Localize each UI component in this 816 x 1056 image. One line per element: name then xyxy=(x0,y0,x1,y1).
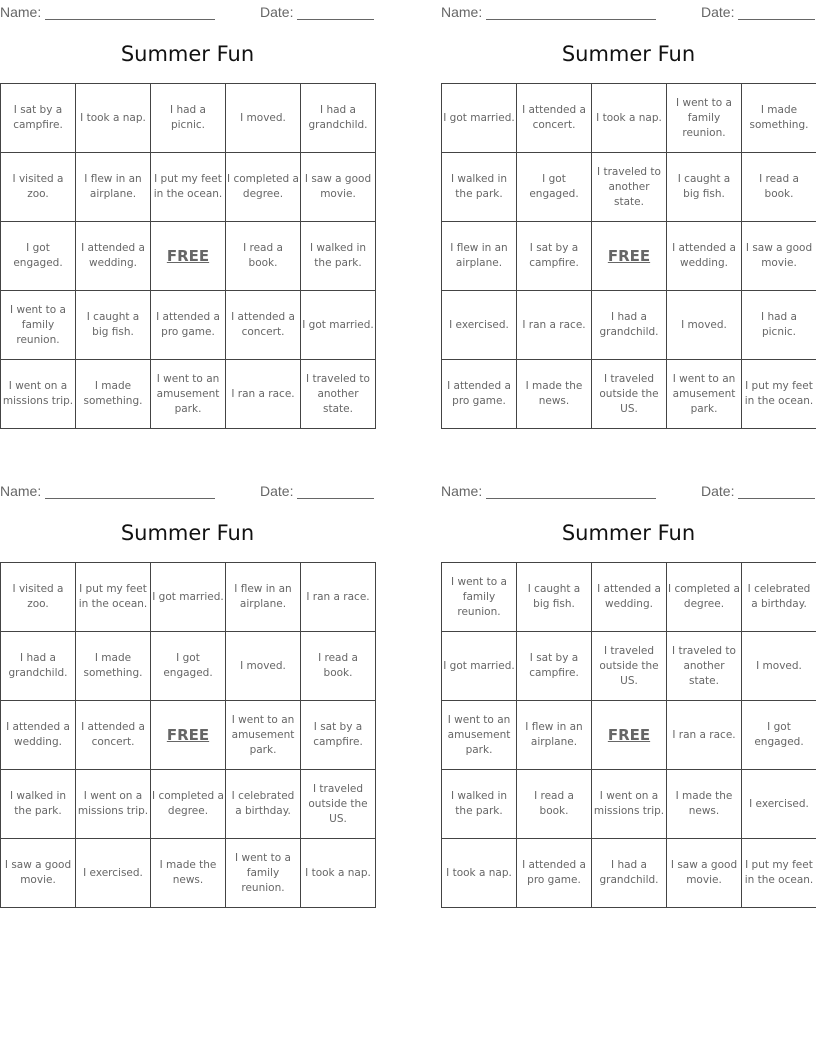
date-label: Date: xyxy=(260,483,294,499)
bingo-cell: I walked in the park. xyxy=(442,153,517,222)
bingo-cell: I caught a big fish. xyxy=(667,153,742,222)
bingo-cell: I read a book. xyxy=(517,770,592,839)
bingo-cell: I went to a family reunion. xyxy=(442,563,517,632)
bingo-cell: I flew in an airplane. xyxy=(226,563,301,632)
bingo-cell: I attended a pro game. xyxy=(517,839,592,908)
bingo-row xyxy=(442,84,816,153)
bingo-cell: I attended a pro game. xyxy=(442,360,517,429)
bingo-cell: I went to a family reunion. xyxy=(667,84,742,153)
bingo-row xyxy=(1,770,376,839)
bingo-cell: I exercised. xyxy=(742,770,816,839)
bingo-cell: I got married. xyxy=(442,632,517,701)
name-label: Name: xyxy=(441,4,483,20)
free-space: FREE xyxy=(151,222,226,291)
bingo-cell: I moved. xyxy=(667,291,742,360)
bingo-cell: I took a nap. xyxy=(442,839,517,908)
bingo-cell: I flew in an airplane. xyxy=(442,222,517,291)
bingo-cell: I put my feet in the ocean. xyxy=(742,839,816,908)
bingo-row xyxy=(1,563,376,632)
bingo-cell: I visited a zoo. xyxy=(1,153,76,222)
bingo-cell: I went to an amusement park. xyxy=(442,701,517,770)
bingo-cell: I flew in an airplane. xyxy=(76,153,151,222)
bingo-cell: I caught a big fish. xyxy=(517,563,592,632)
bingo-cell: I walked in the park. xyxy=(1,770,76,839)
bingo-cell: I visited a zoo. xyxy=(1,563,76,632)
bingo-cell: I made something. xyxy=(76,632,151,701)
date-field xyxy=(260,481,374,499)
date-field xyxy=(701,2,815,20)
bingo-cell: I took a nap. xyxy=(76,84,151,153)
name-blank-line xyxy=(486,484,656,499)
free-space: FREE xyxy=(592,701,667,770)
name-field xyxy=(441,481,656,499)
bingo-cell: I got engaged. xyxy=(517,153,592,222)
bingo-cell: I moved. xyxy=(226,632,301,701)
bingo-row xyxy=(442,701,816,770)
bingo-card-4 xyxy=(441,479,816,919)
bingo-cell: I traveled outside the US. xyxy=(301,770,376,839)
bingo-cell: I put my feet in the ocean. xyxy=(76,563,151,632)
bingo-cell: I went on a missions trip. xyxy=(1,360,76,429)
name-label: Name: xyxy=(441,483,483,499)
bingo-grid xyxy=(441,562,816,908)
bingo-cell: I made the news. xyxy=(517,360,592,429)
date-field xyxy=(260,2,374,20)
bingo-cell: I went to an amusement park. xyxy=(226,701,301,770)
name-blank-line xyxy=(45,5,215,20)
bingo-cell: I traveled outside the US. xyxy=(592,632,667,701)
bingo-row xyxy=(1,153,376,222)
bingo-row xyxy=(442,360,816,429)
bingo-cell: I sat by a campfire. xyxy=(301,701,376,770)
bingo-cell: I had a picnic. xyxy=(742,291,816,360)
bingo-cell: I completed a degree. xyxy=(151,770,226,839)
bingo-row xyxy=(1,839,376,908)
bingo-cell: I had a picnic. xyxy=(151,84,226,153)
bingo-cell: I saw a good movie. xyxy=(1,839,76,908)
card-title: Summer Fun xyxy=(120,521,255,545)
bingo-cell: I read a book. xyxy=(742,153,816,222)
bingo-cell: I made something. xyxy=(742,84,816,153)
bingo-row xyxy=(442,153,816,222)
bingo-row xyxy=(1,360,376,429)
bingo-row xyxy=(442,291,816,360)
bingo-cell: I exercised. xyxy=(442,291,517,360)
name-label: Name: xyxy=(0,4,42,20)
bingo-cell: I went to a family reunion. xyxy=(1,291,76,360)
bingo-cell: I made something. xyxy=(76,360,151,429)
bingo-row xyxy=(1,222,376,291)
bingo-row xyxy=(442,632,816,701)
date-blank-line xyxy=(297,484,374,499)
date-blank-line xyxy=(738,484,815,499)
bingo-row xyxy=(1,632,376,701)
bingo-cell: I took a nap. xyxy=(592,84,667,153)
bingo-cell: I traveled to another state. xyxy=(301,360,376,429)
bingo-cell: I took a nap. xyxy=(301,839,376,908)
bingo-cell: I flew in an airplane. xyxy=(517,701,592,770)
bingo-cell: I sat by a campfire. xyxy=(1,84,76,153)
bingo-row xyxy=(442,563,816,632)
bingo-cell: I got engaged. xyxy=(151,632,226,701)
bingo-cell: I saw a good movie. xyxy=(742,222,816,291)
bingo-cell: I attended a concert. xyxy=(517,84,592,153)
bingo-cell: I attended a concert. xyxy=(226,291,301,360)
bingo-cell: I traveled outside the US. xyxy=(592,360,667,429)
bingo-cell: I traveled to another state. xyxy=(667,632,742,701)
card-title: Summer Fun xyxy=(120,42,255,66)
name-field xyxy=(0,481,215,499)
bingo-cell: I ran a race. xyxy=(517,291,592,360)
bingo-row xyxy=(442,770,816,839)
card-title: Summer Fun xyxy=(561,521,696,545)
bingo-cell: I completed a degree. xyxy=(667,563,742,632)
free-space: FREE xyxy=(151,701,226,770)
bingo-cell: I went to an amusement park. xyxy=(151,360,226,429)
name-blank-line xyxy=(45,484,215,499)
bingo-cell: I attended a wedding. xyxy=(592,563,667,632)
bingo-card-1 xyxy=(0,0,376,440)
bingo-cell: I attended a concert. xyxy=(76,701,151,770)
bingo-cell: I got engaged. xyxy=(1,222,76,291)
date-label: Date: xyxy=(701,4,735,20)
bingo-cell: I had a grandchild. xyxy=(592,291,667,360)
bingo-card-3 xyxy=(0,479,376,919)
bingo-cell: I had a grandchild. xyxy=(301,84,376,153)
bingo-cell: I went on a missions trip. xyxy=(76,770,151,839)
name-field xyxy=(0,2,215,20)
bingo-cell: I walked in the park. xyxy=(301,222,376,291)
bingo-cell: I had a grandchild. xyxy=(592,839,667,908)
bingo-cell: I attended a wedding. xyxy=(76,222,151,291)
bingo-row xyxy=(442,839,816,908)
card-title: Summer Fun xyxy=(561,42,696,66)
bingo-cell: I went to an amusement park. xyxy=(667,360,742,429)
bingo-grid xyxy=(441,83,816,429)
bingo-cell: I went to a family reunion. xyxy=(226,839,301,908)
bingo-cell: I attended a pro game. xyxy=(151,291,226,360)
bingo-cell: I traveled to another state. xyxy=(592,153,667,222)
bingo-card-2 xyxy=(441,0,816,440)
date-field xyxy=(701,481,815,499)
bingo-cell: I got married. xyxy=(301,291,376,360)
bingo-cell: I got married. xyxy=(151,563,226,632)
bingo-row xyxy=(442,222,816,291)
bingo-cell: I sat by a campfire. xyxy=(517,222,592,291)
bingo-cell: I moved. xyxy=(226,84,301,153)
name-label: Name: xyxy=(0,483,42,499)
bingo-cell: I moved. xyxy=(742,632,816,701)
bingo-row xyxy=(1,291,376,360)
bingo-cell: I put my feet in the ocean. xyxy=(151,153,226,222)
bingo-row xyxy=(1,84,376,153)
bingo-cell: I celebrated a birthday. xyxy=(742,563,816,632)
bingo-cell: I ran a race. xyxy=(226,360,301,429)
date-blank-line xyxy=(297,5,374,20)
bingo-cell: I exercised. xyxy=(76,839,151,908)
bingo-cell: I ran a race. xyxy=(667,701,742,770)
bingo-cell: I saw a good movie. xyxy=(301,153,376,222)
bingo-cell: I ran a race. xyxy=(301,563,376,632)
bingo-cell: I had a grandchild. xyxy=(1,632,76,701)
bingo-cell: I caught a big fish. xyxy=(76,291,151,360)
bingo-cell: I read a book. xyxy=(301,632,376,701)
bingo-cell: I got engaged. xyxy=(742,701,816,770)
bingo-cell: I completed a degree. xyxy=(226,153,301,222)
bingo-cell: I got married. xyxy=(442,84,517,153)
bingo-cell: I attended a wedding. xyxy=(667,222,742,291)
bingo-cell: I saw a good movie. xyxy=(667,839,742,908)
name-field xyxy=(441,2,656,20)
date-blank-line xyxy=(738,5,815,20)
bingo-grid xyxy=(0,83,376,429)
bingo-cell: I made the news. xyxy=(151,839,226,908)
bingo-cell: I made the news. xyxy=(667,770,742,839)
bingo-cell: I put my feet in the ocean. xyxy=(742,360,816,429)
date-label: Date: xyxy=(701,483,735,499)
bingo-row xyxy=(1,701,376,770)
bingo-cell: I sat by a campfire. xyxy=(517,632,592,701)
bingo-cell: I attended a wedding. xyxy=(1,701,76,770)
bingo-cell: I celebrated a birthday. xyxy=(226,770,301,839)
free-space: FREE xyxy=(592,222,667,291)
bingo-grid xyxy=(0,562,376,908)
name-blank-line xyxy=(486,5,656,20)
bingo-cell: I went on a missions trip. xyxy=(592,770,667,839)
bingo-cell: I read a book. xyxy=(226,222,301,291)
date-label: Date: xyxy=(260,4,294,20)
bingo-cell: I walked in the park. xyxy=(442,770,517,839)
